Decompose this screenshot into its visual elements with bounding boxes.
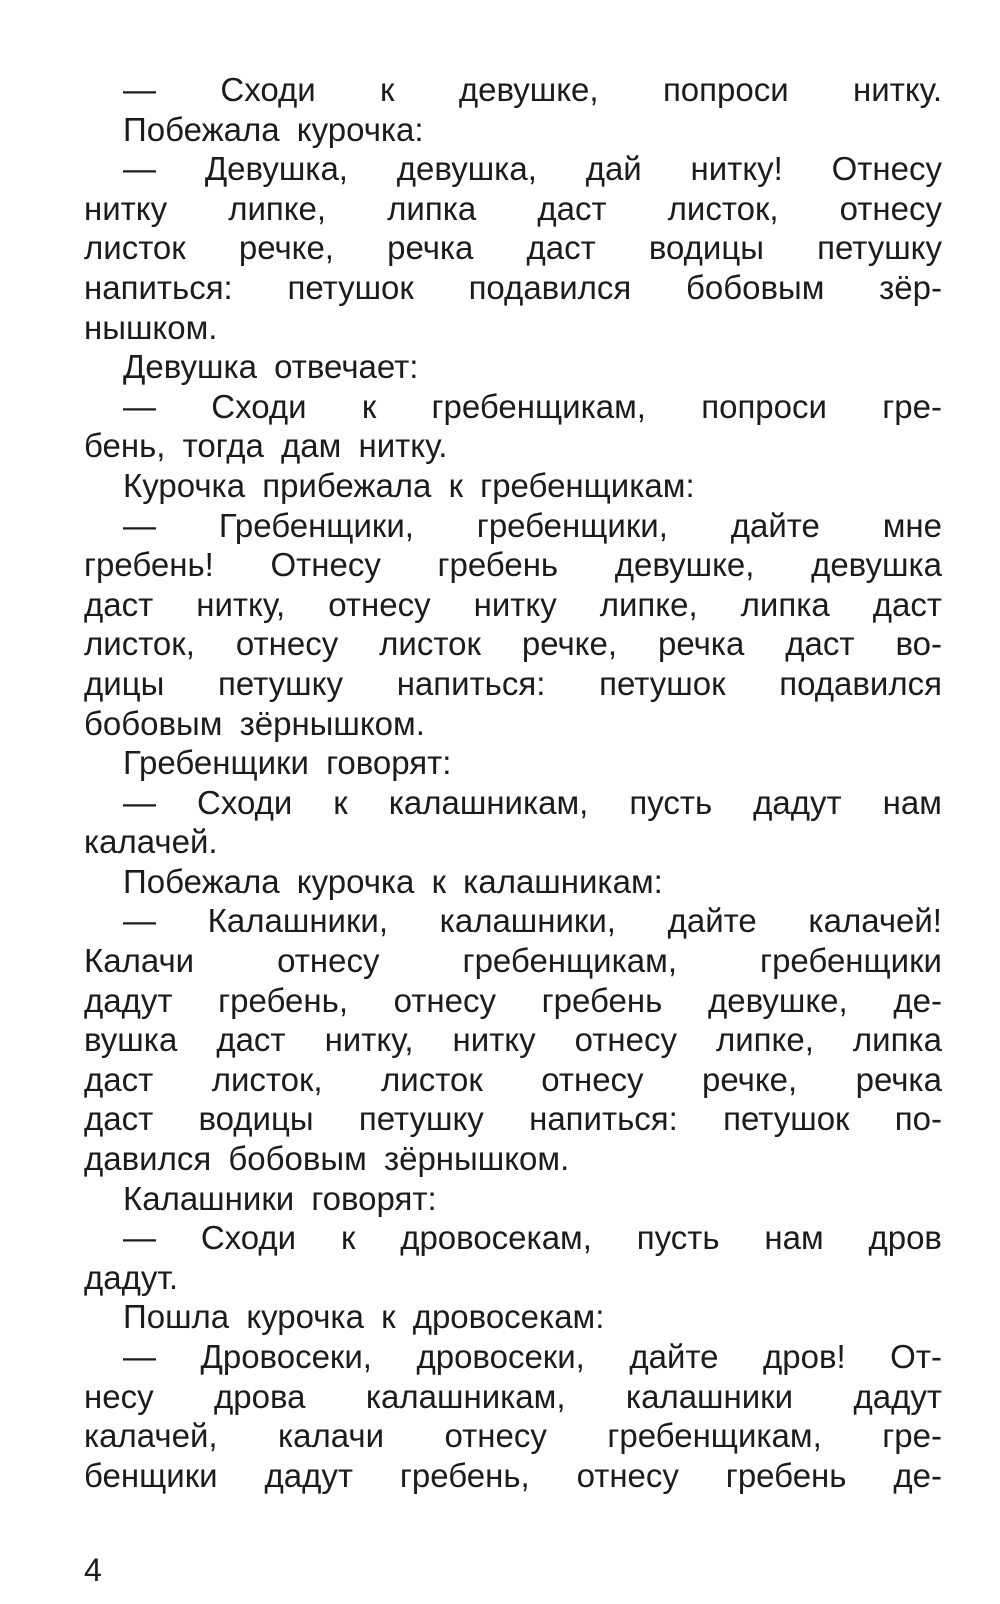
word: дайте [730, 506, 820, 544]
word: дровосеки, [416, 1338, 585, 1375]
word: липка [387, 189, 477, 227]
word: отнесу [574, 1021, 677, 1059]
word: Калачи [84, 942, 195, 980]
text-line [84, 506, 942, 546]
word: нам [764, 1219, 824, 1257]
text-line [84, 149, 942, 189]
word: — [123, 506, 156, 544]
word: курочка [246, 1298, 364, 1336]
word: калашникам, [365, 1377, 566, 1415]
text-line [84, 901, 942, 941]
word: дров! [762, 1338, 846, 1375]
word: Сходи [197, 783, 293, 821]
word: петушку [817, 229, 942, 267]
word: дам [281, 427, 342, 465]
word: отвечает: [274, 348, 419, 386]
text-line [84, 1020, 942, 1060]
word: девушке, [707, 981, 848, 1019]
word: липка [740, 585, 830, 623]
word: нитку [473, 585, 557, 623]
word: речке, [702, 1060, 798, 1098]
word: отнесу [541, 1060, 644, 1098]
text-line [84, 941, 942, 981]
word: калашники [625, 1377, 794, 1415]
word: Пошла [123, 1298, 230, 1336]
word: давился [84, 1140, 212, 1178]
word: попроси [662, 71, 789, 108]
word: дицы [84, 664, 165, 702]
text-line [84, 70, 942, 110]
word: речке, [521, 625, 618, 663]
word: петушок [723, 1100, 850, 1138]
word: — [123, 150, 156, 188]
word: подавился [779, 664, 942, 702]
text-line [84, 189, 942, 229]
word: даст [526, 229, 596, 267]
text-line [84, 743, 942, 783]
text-line [84, 110, 942, 150]
word: курочка [296, 862, 415, 900]
word: калачей. [84, 823, 218, 861]
story-text [84, 70, 942, 1495]
word: отнесу [576, 1456, 679, 1494]
word: к [448, 466, 464, 504]
word: гребенщики, [476, 506, 668, 544]
text-line [84, 1099, 942, 1139]
word: вушка [84, 1021, 178, 1059]
word: дров [868, 1219, 942, 1257]
word: отнесу [277, 942, 380, 980]
word: Девушка, [204, 150, 348, 188]
word: липке, [228, 189, 327, 227]
word: гребенщикам, [431, 387, 646, 425]
word: зёр- [879, 268, 942, 306]
page-number: 4 [84, 1552, 102, 1588]
word: гре- [882, 387, 942, 425]
word: калачей! [808, 902, 942, 940]
word: даст [84, 585, 154, 623]
word: калашникам: [463, 862, 663, 900]
word: гребенщики [760, 942, 942, 980]
word: речке, [238, 229, 334, 267]
text-line [84, 783, 942, 823]
word: несу [84, 1377, 154, 1415]
word: отнесу [328, 585, 431, 623]
text-line [84, 268, 942, 308]
word: тогда [182, 427, 264, 465]
word: говорят: [311, 1179, 437, 1217]
word: прибежала [262, 466, 432, 504]
word: подавился [468, 268, 632, 306]
word: дровосекам, [400, 1219, 592, 1257]
text-line [84, 308, 942, 348]
word: к [340, 1219, 356, 1257]
word: отнесу [444, 1417, 547, 1455]
word: нитку, [324, 1021, 414, 1059]
word: нам [882, 783, 942, 821]
word: отнесу [393, 981, 496, 1019]
word: даст [84, 1060, 154, 1098]
word: — [123, 387, 156, 425]
text-line [84, 1179, 942, 1219]
word: бобовым [228, 1140, 367, 1178]
word: листок, [84, 625, 195, 663]
word: по- [894, 1100, 942, 1138]
word: бобовым [685, 268, 825, 306]
text-line [84, 1139, 942, 1179]
word: дадут. [84, 1258, 178, 1296]
word: дай [585, 150, 642, 188]
word: гребенщикам: [480, 466, 695, 504]
word: дайте [629, 1338, 719, 1375]
word: Сходи [200, 1219, 297, 1257]
text-line [84, 347, 942, 387]
word: Побежала [123, 110, 280, 148]
word: во- [895, 625, 942, 663]
word: петушок [599, 664, 726, 702]
word: к [431, 862, 447, 900]
word: нышком. [84, 308, 218, 346]
word: листок, [211, 1060, 323, 1098]
text-line [84, 426, 942, 466]
text-line [84, 1297, 942, 1337]
word: нитку, [196, 585, 286, 623]
word: попроси [701, 387, 827, 425]
word: дадут [264, 1456, 353, 1494]
word: калачей, [84, 1417, 218, 1455]
word: отнесу [839, 189, 942, 227]
word: листок [379, 625, 481, 663]
word: даст [216, 1021, 286, 1059]
word: речка [657, 625, 745, 663]
text-line [84, 1416, 942, 1456]
text-line [84, 664, 942, 704]
word: калачи [278, 1417, 385, 1455]
word: даст [785, 625, 855, 663]
word: Калашники [123, 1179, 295, 1217]
text-line [84, 1060, 942, 1100]
word: — [123, 1338, 156, 1375]
word: девушка, [396, 150, 537, 188]
word: напиться: [84, 268, 233, 306]
word: Девушка [123, 348, 257, 386]
word: Гребенщики, [218, 506, 414, 544]
word: к [381, 1298, 396, 1336]
word: нитку. [358, 427, 448, 465]
word: бобовым [84, 704, 223, 742]
word: к [333, 783, 348, 821]
text-line [84, 545, 942, 585]
word: Дровосеки, [200, 1338, 372, 1375]
text-line [84, 585, 942, 625]
word: к [361, 387, 377, 425]
word: девушке, [458, 71, 599, 108]
word: пусть [636, 1219, 720, 1257]
word: — [123, 71, 156, 108]
word: к [380, 71, 395, 108]
text-line [84, 704, 942, 744]
word: петушку [358, 1100, 484, 1138]
word: курочка: [296, 110, 424, 148]
word: даст [537, 189, 607, 227]
word: Отнесу [831, 150, 942, 188]
word: даст [872, 585, 942, 623]
word: листок [84, 229, 186, 267]
word: гребень! [84, 546, 214, 584]
word: говорят: [326, 744, 452, 782]
word: зёрнышком. [383, 1140, 570, 1178]
word: даст [84, 1100, 154, 1138]
text-line [84, 624, 942, 664]
word: дадут [853, 1377, 942, 1415]
word: гребень [437, 546, 559, 584]
word: калашникам, [388, 783, 589, 821]
word: липке, [599, 585, 698, 623]
word: бень, [84, 427, 166, 465]
word: бенщики [84, 1456, 218, 1494]
text-line [84, 387, 942, 427]
word: де- [893, 1456, 942, 1494]
word: Сходи [220, 71, 316, 108]
word: нитку. [853, 71, 942, 108]
word: водицы [648, 229, 764, 267]
word: дайте [667, 902, 757, 940]
word: дрова [213, 1377, 306, 1415]
word: пусть [629, 783, 713, 821]
word: — [123, 783, 156, 821]
word: гребень [541, 981, 663, 1019]
word: девушке, [614, 546, 755, 584]
word: Сходи [211, 387, 307, 425]
text-line [84, 1218, 942, 1258]
word: водицы [198, 1100, 314, 1138]
word: речка [387, 229, 474, 267]
text-line [84, 822, 942, 862]
word: Гребенщики [123, 744, 309, 782]
text-line [84, 1258, 942, 1298]
text-line [84, 466, 942, 506]
text-line [84, 228, 942, 268]
text-line [84, 981, 942, 1021]
word: дровосекам: [412, 1298, 605, 1336]
word: напиться: [396, 664, 546, 702]
word: калашники, [439, 902, 616, 940]
word: листок [381, 1060, 483, 1098]
word: липка [852, 1021, 942, 1059]
word: — [123, 902, 156, 940]
text-line [84, 1377, 942, 1417]
word: напиться: [529, 1100, 678, 1138]
word: отнесу [235, 625, 339, 663]
word: гребень, [399, 1456, 530, 1494]
word: гре- [882, 1417, 942, 1455]
word: нитку! [690, 150, 783, 188]
word: Курочка [123, 466, 246, 504]
word: петушок [287, 268, 414, 306]
word: липке, [715, 1021, 814, 1059]
word: Калашники, [207, 902, 389, 940]
word: От- [890, 1338, 942, 1375]
word: гребенщикам, [462, 942, 677, 980]
word: девушка [811, 546, 942, 584]
word: мне [882, 506, 942, 544]
word: гребенщикам, [607, 1417, 822, 1455]
word: зёрнышком. [239, 704, 425, 742]
word: нитку [84, 189, 168, 227]
word: дадут [84, 981, 173, 1019]
word: де- [893, 981, 942, 1019]
word: листок, [667, 189, 779, 227]
text-line [84, 1456, 942, 1496]
word: Отнесу [270, 546, 381, 584]
word: речка [855, 1060, 942, 1098]
word: петушку [218, 664, 343, 702]
word: нитку [452, 1021, 536, 1059]
text-line [84, 1337, 942, 1377]
word: гребень [725, 1456, 847, 1494]
word: гребень, [218, 981, 348, 1019]
word: Побежала [123, 862, 280, 900]
text-line [84, 862, 942, 902]
word: дадут [753, 783, 842, 821]
word: — [123, 1219, 156, 1257]
